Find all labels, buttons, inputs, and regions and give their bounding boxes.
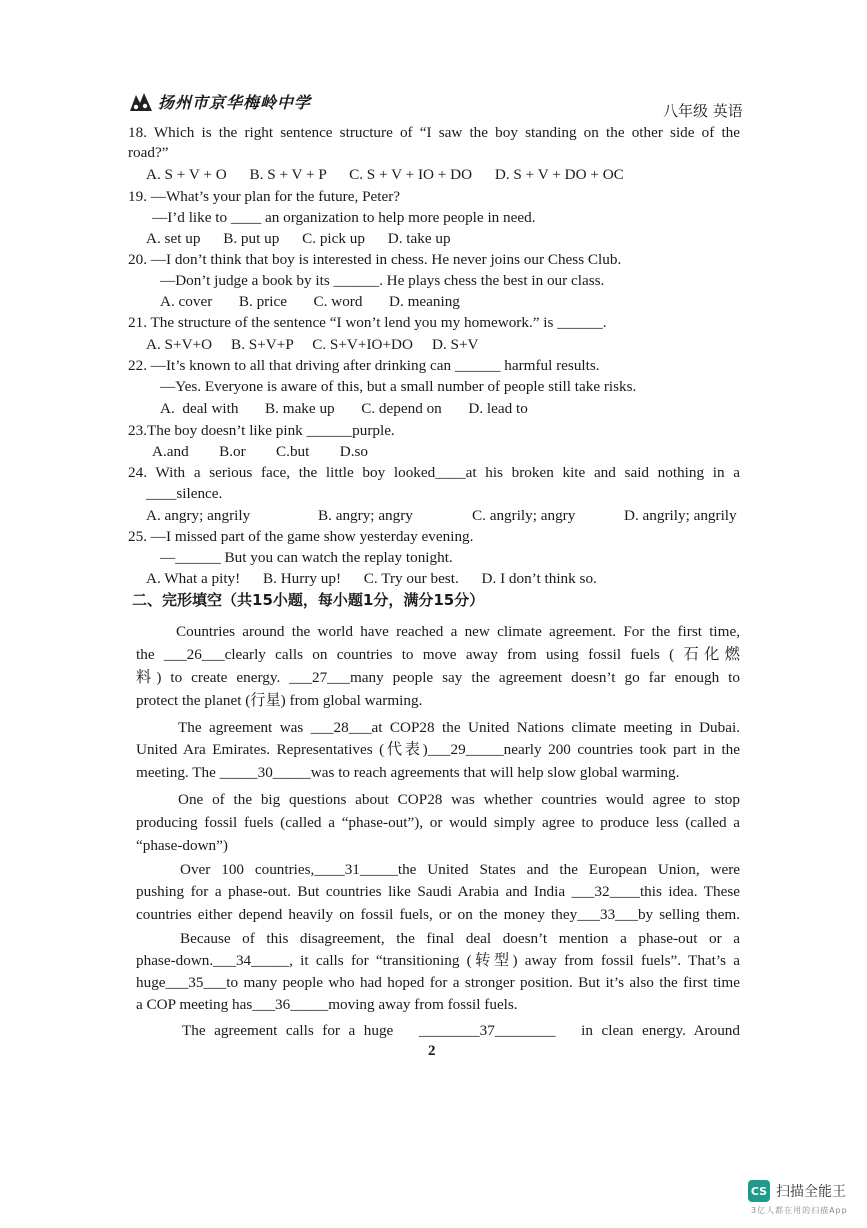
q22-line-2: —Yes. Everyone is aware of this, but a small number of people still take risks. <box>160 378 637 395</box>
p1-line-1: Countries around the world have reached a new climate agreement. For the first time, <box>176 623 740 640</box>
p1-line-2: the ___26___clearly calls on countries to move away from using fossil fuels ( 石化燃 <box>136 646 740 663</box>
p5-line-2: phase-down.___34_____, it calls for “transitioning (转型) away from fossil fuels”. That’s a <box>136 952 740 969</box>
scanner-tagline: 3亿人都在用的扫描App <box>751 1206 848 1215</box>
q24-line-1: 24. With a serious face, the little boy looked____at his broken kite and said nothing in a <box>128 464 740 481</box>
q20-line-1: 20. —I don’t think that boy is interested in chess. He never joins our Chess Club. <box>128 251 622 268</box>
scanner-logo-icon: CS <box>748 1180 770 1202</box>
q24-option-c: C. angrily; angry <box>472 507 576 524</box>
q19-line-1: 19. —What’s your plan for the future, Peter? <box>128 188 401 205</box>
p1-line-3: 料) to create energy. ___27___many people say the agreement doesn’t go far enough to <box>136 669 740 686</box>
q20-options: A. cover B. price C. word D. meaning <box>160 293 460 310</box>
p6-line-1: The agreement calls for a huge ________37________ in clean energy. Around <box>182 1022 740 1039</box>
school-logo-icon <box>128 91 154 113</box>
p3-line-3: “phase-down”) <box>136 837 228 854</box>
p2-line-3: meeting. The _____30_____was to reach agreements that will help slow global warming. <box>136 764 680 781</box>
q19-line-2: —I’d like to ____ an organization to help more people in need. <box>152 209 536 226</box>
p5-line-4: a COP meeting has___36_____moving away from fossil fuels. <box>136 996 518 1013</box>
q24-option-d: D. angrily; angrily <box>624 507 737 524</box>
q23-options: A.and B.or C.but D.so <box>152 443 368 460</box>
q22-options: A. deal with B. make up C. depend on D. lead to <box>160 400 528 417</box>
scanner-watermark <box>748 1180 846 1202</box>
q24-option-b: B. angry; angry <box>318 507 413 524</box>
school-header <box>128 90 311 113</box>
section-2-title: 二、完形填空（共15小题，每小题1分，满分15分） <box>132 591 485 609</box>
p5-line-1: Because of this disagreement, the final deal doesn’t mention a phase-out or a <box>180 930 740 947</box>
p2-line-2: United Ara Emirates. Representatives (代表)___29_____nearly 200 countries took part in the <box>136 741 740 758</box>
p3-line-2: producing fossil fuels (called a “phase-out”), or would simply agree to produce less (called a <box>136 814 740 831</box>
p3-line-1: One of the big questions about COP28 was whether countries would agree to stop <box>178 791 740 808</box>
school-name: 扬州市京华梅岭中学 <box>158 93 312 112</box>
p2-line-1: The agreement was ___28___at COP28 the United Nations climate meeting in Dubai. <box>178 719 740 736</box>
p5-line-3: huge___35___to many people who had hoped for a stronger position. But it’s also the first time <box>136 974 740 991</box>
scanner-name: 扫描全能王 <box>776 1184 846 1200</box>
q21-line-1: 21. The structure of the sentence “I won’t lend you my homework.” is ______. <box>128 314 607 331</box>
p4-line-2: pushing for a phase-out. But countries like Saudi Arabia and India ___32____this idea. These <box>136 883 740 900</box>
q24-line-2: ____silence. <box>146 485 223 502</box>
p4-line-3: countries either depend heavily on fossil fuels, or on the money they___33___by selling them. <box>136 906 740 923</box>
q18-line-2: road?” <box>128 144 169 161</box>
q22-line-1: 22. —It’s known to all that driving after drinking can ______ harmful results. <box>128 357 600 374</box>
p1-line-4: protect the planet (行星) from global warming. <box>136 692 423 709</box>
q24-option-a: A. angry; angrily <box>146 507 251 524</box>
q18-options: A. S + V + O B. S + V + P C. S + V + IO + DO D. S + V + DO + OC <box>146 166 624 183</box>
q25-options: A. What a pity! B. Hurry up! C. Try our best. D. I don’t think so. <box>146 570 597 587</box>
q21-options: A. S+V+O B. S+V+P C. S+V+IO+DO D. S+V <box>146 336 479 353</box>
q20-line-2: —Don’t judge a book by its ______. He plays chess the best in our class. <box>160 272 605 289</box>
q18-line-1: 18. Which is the right sentence structure of “I saw the boy standing on the other side of the <box>128 124 740 141</box>
q23-line-1: 23.The boy doesn’t like pink ______purple. <box>128 422 395 439</box>
q25-line-2: —______ But you can watch the replay tonight. <box>160 549 453 566</box>
q25-line-1: 25. —I missed part of the game show yesterday evening. <box>128 528 474 545</box>
p4-line-1: Over 100 countries,____31_____the United States and the European Union, were <box>180 861 740 878</box>
page-number: 2 <box>428 1043 436 1059</box>
q19-options: A. set up B. put up C. pick up D. take up <box>146 230 451 247</box>
grade-subject: 八年级 英语 <box>663 102 743 120</box>
